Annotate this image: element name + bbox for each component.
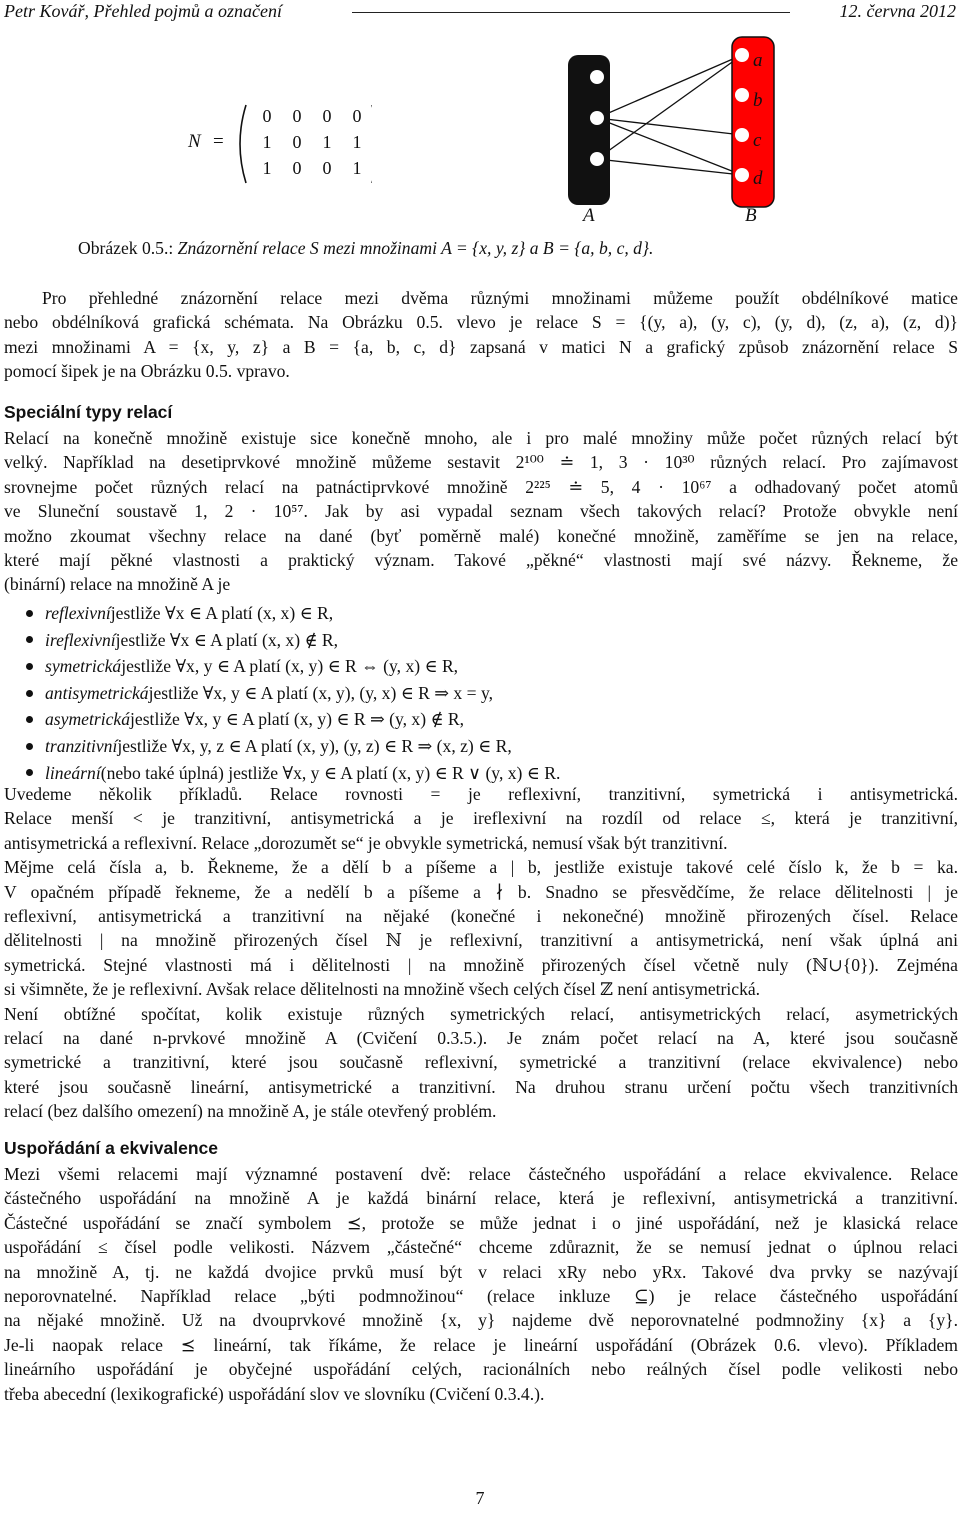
list-item: symetrická jestliže ∀x, y ∈ A platí (x, y) ∈ R ⇔ (y, x) ∈ R,	[26, 653, 560, 680]
matrix-cell: 0	[352, 106, 362, 126]
element-label-b: b	[753, 90, 763, 111]
ex-line-11: relací na dané n-prvkové množině A (Cvičení 0.3.5.). Je znám počet relací na A, které jsou současně	[4, 1027, 958, 1048]
matrix-cell: 1	[262, 132, 272, 152]
s2-line-7: na nějaké množině. Už na dvouprvkové množině {x, y} najdeme dvě neporovnatelné podmnožiny {x} a {y}.	[4, 1310, 958, 1331]
intro-paragraph	[4, 286, 958, 384]
ex-line-6: reflexivní, antisymetrická a tranzitivní na nějaké (konečné i nekonečné) množině přirozených čísel. Relace	[4, 905, 958, 926]
element-label-d: d	[753, 168, 763, 189]
list-item: lineární (nebo také úplná) jestliže ∀x, y ∈ A platí (x, y) ∈ R ∨ (y, x) ∈ R.	[26, 760, 560, 787]
section1-paragraph	[4, 426, 958, 597]
matrix-cell: 0	[322, 106, 332, 126]
bullet-icon	[26, 610, 33, 617]
intro-line-3: mezi množinami A = {x, y, z} a B = {a, b, c, d} zapsaná v matici N a grafický způsob znázornění relace S	[4, 336, 958, 357]
matrix-cell: 1	[352, 158, 362, 178]
page-number: 7	[475, 1488, 485, 1508]
s2-line-3: Částečné uspořádání se značí symbolem ⪯, protože se může jednat i o jiné uspořádání, než je klasická relace	[4, 1212, 958, 1233]
bullet-icon	[26, 690, 33, 697]
relation-diagram	[560, 30, 780, 230]
element-label-a: a	[753, 50, 763, 71]
bullet-icon	[26, 663, 33, 670]
set-a-label: A	[583, 205, 595, 226]
s2-line-4: uspořádání ≤ čísel podle velikosti. Názvem „částečné“ chceme zdůraznit, že se nemusí jednat o úplnou relaci	[4, 1237, 958, 1258]
list-item: asymetrická jestliže ∀x, y ∈ A platí (x, y) ∈ R ⇒ (y, x) ∉ R,	[26, 706, 560, 733]
edges	[597, 55, 742, 175]
set-b-vertex	[735, 48, 749, 62]
header-rule	[352, 12, 790, 13]
s1-line-7: (binární) relace na množině A je	[4, 574, 231, 595]
running-header-author-title: Petr Kovář, Přehled pojmů a označení	[4, 1, 282, 21]
ex-line-2: Relace menší < je tranzitivní, antisymetrická a je ireflexivní na rozdíl od relace ≤, která je tranzitivní,	[4, 808, 958, 829]
s1-line-1: Relací na konečně množině existuje sice konečně mnoho, ale i pro malé množiny může počet různých relací být	[4, 428, 958, 448]
matrix-n	[232, 103, 372, 183]
property-list	[26, 600, 560, 786]
matrix-cell: 1	[262, 158, 272, 178]
list-item: reflexivní jestliže ∀x ∈ A platí (x, x) ∈ R,	[26, 600, 560, 627]
set-b-vertex	[735, 88, 749, 102]
section2-paragraph	[4, 1162, 958, 1406]
ex-line-14: relací (bez dalšího omezení) na množině A, je stále otevřený problém.	[4, 1101, 497, 1122]
relation-edge	[597, 55, 742, 118]
s2-line-9: lineárního uspořádání je obyčejné uspořádání celých, racionálních nebo reálných čísel podle velikosti nebo	[4, 1359, 958, 1380]
s1-line-3: srovnejme počet různých relací na patnáctiprvkové množině 2²²⁵ ≐ 5, 4 · 10⁶⁷ a odhadovaný počet atomů	[4, 476, 958, 497]
ex-line-9: si všimněte, že je reflexivní. Avšak relace dělitelnosti na množině všech celých čísel ℤ není antisymetrická.	[4, 979, 761, 1000]
s2-line-10: třeba abecední (lexikografické) uspořádání slov ve slovníku (Cvičení 0.3.4.).	[4, 1383, 545, 1404]
intro-line-2: nebo obdélníková grafická schémata. Na Obrázku 0.5. vlevo je relace S = {(y, a), (y, c), (y, d), (z, a), (z, d)}	[4, 312, 958, 333]
set-a-vertex	[590, 70, 604, 84]
intro-line-1: Pro přehledné znázornění relace mezi dvěma různými množinami můžeme použít obdélníkové matice	[42, 288, 958, 308]
s1-line-6: které mají pěkné vlastnosti a praktický význam. Takové „pěkné“ vlastnosti mají své názvy. Řekneme, že	[4, 549, 958, 570]
section-heading-special-relations: Speciální typy relací	[4, 402, 173, 422]
caption-text: Znázornění relace S mezi množinami A = {x, y, z} a B = {a, b, c, d}.	[177, 238, 654, 258]
bullet-icon	[26, 769, 33, 776]
list-item: antisymetrická jestliže ∀x, y ∈ A platí (x, y), (y, x) ∈ R ⇒ x = y,	[26, 680, 560, 707]
s2-line-8: Je-li naopak relace ⪯ lineární, tak říkáme, že relace je lineární uspořádání (Obrázek 0.6. vlevo). Příkladem	[4, 1334, 958, 1355]
ex-line-1: Uvedeme několik příkladů. Relace rovnosti = je reflexivní, tranzitivní, symetrická i antisymetrická.	[4, 784, 958, 804]
ex-line-8: symetrická. Stejné vlastnosti má i dělitelnosti | na množině přirozených čísel včetně nuly (ℕ∪{0}). Zejména	[4, 954, 958, 975]
matrix-cell: 0	[292, 132, 302, 152]
bullet-icon	[26, 743, 33, 750]
running-header-date: 12. června 2012	[839, 1, 956, 21]
s1-line-5: možno zkoumat všechny relace na dané (byť poměrně malé) konečné množině, zaměříme se jen na relace,	[4, 525, 958, 546]
s2-line-6: neporovnatelné. Například relace „býti podmnožinou“ (relace inkluze ⊆) je relace částečného uspořádání	[4, 1285, 958, 1306]
caption-prefix: Obrázek 0.5.:	[78, 238, 174, 258]
element-label-c: c	[753, 130, 762, 151]
figure-caption	[78, 238, 653, 259]
set-b-label: B	[745, 205, 757, 226]
s1-line-2: velký. Například na desetiprvkové množině můžeme sestavit 2¹⁰⁰ ≐ 1, 3 · 10³⁰ různých relací. Pro zajímavost	[4, 452, 958, 473]
list-item: ireflexivní jestliže ∀x ∈ A platí (x, x) ∉ R,	[26, 627, 560, 654]
ex-line-3: antisymetrická a reflexivní. Relace „dorozumět se“ je obvykle symetrická, nemusí však být tranzitivní.	[4, 832, 728, 853]
s2-line-1: Mezi všemi relacemi mají významné postavení dvě: relace částečného uspořádání a relace ekvivalence. Relace	[4, 1164, 958, 1184]
matrix-cell: 0	[262, 106, 272, 126]
set-a-vertex	[590, 111, 604, 125]
relation-edge	[597, 55, 742, 159]
ex-line-10: Není obtížné spočítat, kolik existuje různých symetrických relací, antisymetrických relací, asymetrických	[4, 1003, 958, 1024]
section1-examples	[4, 782, 958, 1124]
ex-line-5: V opačném případě řekneme, že a nedělí b a píšeme a ∤ b. Snadno se přesvědčíme, že relace dělitelnosti | je	[4, 881, 958, 902]
ex-line-12: symetrické a tranzitivní, které jsou současně reflexivní, symetrické a tranzitivní (relace ekvivalence) nebo	[4, 1052, 958, 1073]
matrix-cell: 0	[322, 158, 332, 178]
s1-line-4: ve Sluneční soustavě 1, 2 · 10⁵⁷. Jak by asi vypadal seznam všech takových relací? Protože obvykle není	[4, 501, 958, 522]
bullet-icon	[26, 716, 33, 723]
matrix-equals: =	[213, 131, 224, 152]
set-a-vertex	[590, 152, 604, 166]
ex-line-13: které jsou současně lineární, antisymetrické a tranzitivní. Na druhou stranu určení počtu všech tranzitivních	[4, 1076, 958, 1097]
matrix-cells	[252, 103, 372, 181]
ex-line-7: dělitelnosti | na množině přirozených čísel ℕ je reflexivní, tranzitivní a antisymetrická, není však úplná ani	[4, 930, 958, 951]
section-heading-ordering-equivalence: Uspořádání a ekvivalence	[4, 1138, 218, 1158]
intro-line-4: pomocí šipek je na Obrázku 0.5. vpravo.	[4, 361, 290, 382]
s2-line-2: částečného uspořádání na množině A je každá binární relace, která je reflexivní, antisymetrická a tranzitivní.	[4, 1188, 958, 1209]
set-b-vertex	[735, 168, 749, 182]
ex-line-4: Mějme celá čísla a, b. Řekneme, že a dělí b a píšeme a | b, jestliže existuje takové celé číslo k, že b = ka.	[4, 857, 958, 878]
matrix-cell: 1	[352, 132, 362, 152]
matrix-cell: 0	[292, 158, 302, 178]
list-item: tranzitivní jestliže ∀x, y, z ∈ A platí (x, y), (y, z) ∈ R ⇒ (x, z) ∈ R,	[26, 733, 560, 760]
set-b-vertex	[735, 128, 749, 142]
matrix-cell: 1	[322, 132, 332, 152]
s2-line-5: na množině A, tj. ne každá dvojice prvků musí být v relaci xRy nebo yRx. Takové dva prvky se nazývají	[4, 1261, 958, 1282]
matrix-name: N	[188, 131, 201, 152]
bullet-icon	[26, 636, 33, 643]
matrix-cell: 0	[292, 106, 302, 126]
